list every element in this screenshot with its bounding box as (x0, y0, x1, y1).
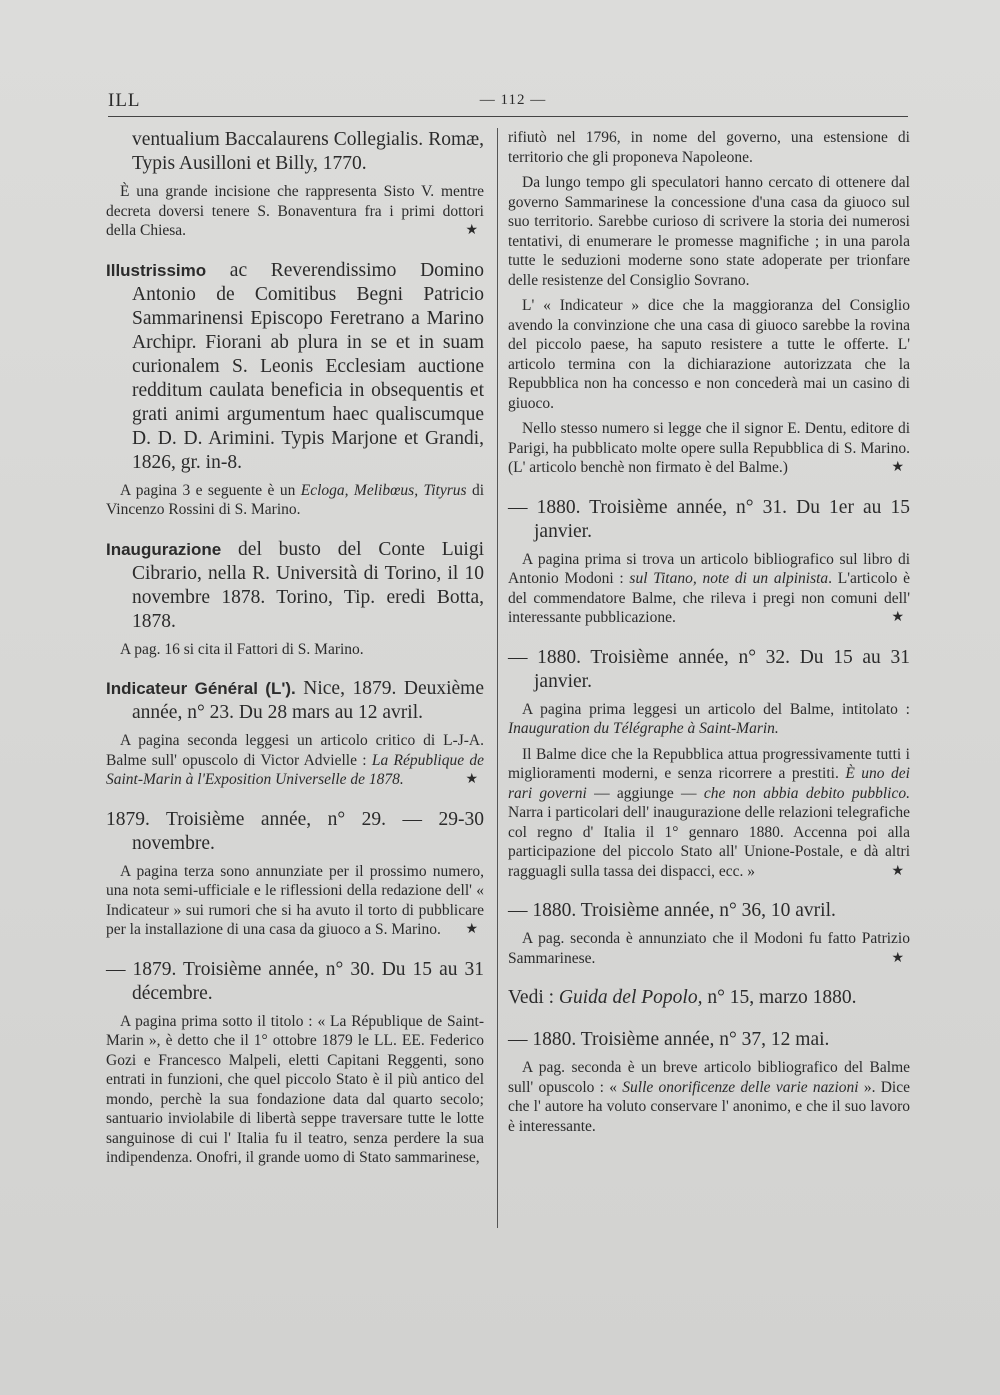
entry-1880-n36 (508, 899, 910, 968)
star-icon: ★ (465, 772, 478, 787)
entry-note: A pagina seconda leggesi un articolo critico di L-J-A. Balme sull' opuscolo di Victor Advielle : La République de Saint-Marin à l'Exposition Universelle de 1878. ★ (106, 732, 484, 788)
entry-indicateur (106, 677, 484, 790)
entry-note: Da lungo tempo gli speculatori hanno cercato di ottenere dal governo Sammarinese la concessione d'una casa da giuoco sul suo territorio. Sarebbe curioso di scrivere la storia dei numerosi tentativi, di enumerare le promesse magnifiche ; in una parola tutte le seduzioni moderne sono state adoperate per trionfare delle resistenze del Consiglio Sovrano. (508, 174, 910, 289)
entry-note: A pagina prima sotto il titolo : « La République de Saint-Marin », è detto che il 1° ottobre 1879 le LL. EE. Federico Gozi e Francesco Malpeli, eletti Capitani Reggenti, sono entrati in funzioni, che quel piccolo Stato è il più antico del mondo, perchè la sua fondazione data dal quarto secolo; santuario inviolabile di libertà seppe traversare tutte le lotte sanguinose di cui l' Italia fu il teatro, senza perdere la sua indipendenza. Onofri, il grande uomo di Stato sammarinese, (106, 1012, 484, 1166)
entry-text: Vedi : Guida del Popolo, n° 15, marzo 1880. (508, 987, 857, 1008)
entry-ventualium (106, 128, 484, 241)
right-column (508, 128, 910, 1154)
entry-1880-n37 (508, 1028, 910, 1136)
entry-note: A pagina 3 e seguente è un Ecloga, Melibœus, Tityrus di Vincenzo Rossini di S. Marino. (106, 481, 485, 518)
entry-text: — 1880. Troisième année, n° 36, 10 avril. (508, 900, 836, 921)
entry-1880-n31 (508, 496, 910, 628)
entry-continuation (508, 128, 910, 478)
running-head: ILL (108, 90, 141, 111)
entry-note: A pagina prima si trova un articolo bibliografico sul libro di Antonio Modoni : sul Titano, note di un alpinista. L'articolo è del commendatore Balme, che rileva i pregi non comuni dell' interessante pubblicazione. ★ (508, 550, 910, 626)
entry-text: Indicateur Général (L'). Nice, 1879. Deuxième année, n° 23. Du 28 mars au 12 avril. (106, 678, 484, 723)
entry-lead: Illustrissimo (106, 260, 207, 280)
entry-vedi (508, 986, 910, 1010)
entry-note: rifiutò nel 1796, in nome del governo, una estensione di territorio che gli proponeva Napoleone. (508, 129, 910, 166)
page-number: — 112 — (479, 92, 547, 108)
entry-text: 1879. Troisième année, n° 29. — 29-30 novembre. (106, 808, 484, 854)
left-column (106, 128, 484, 1186)
entry-text: ventualium Baccalaurens Collegialis. Romæ, Typis Ausilloni et Billy, 1770. (132, 129, 484, 174)
entry-1880-n32 (508, 646, 910, 882)
entry-note: Il Balme dice che la Repubblica attua progressivamente tutti i miglioramenti moderni, e senza ricorrere a prestiti. È uno dei rari governi — aggiunge — che non abbia debito pubblico. Narra i particolari dell' inaugurazione delle relazioni telegrafiche col regno d' Italia il 1° gennaro 1880. Accenna poi alla participazione del piccolo Stato all' Unione-Postale, e dà altri ragguagli sulla tassa dei dispacci, ecc. » ★ (508, 745, 910, 880)
entry-text: Inaugurazione del busto del Conte Luigi Cibrario, nella R. Università di Torino, il 10 novembre 1878. Torino, Tip. eredi Botta, 1878. (106, 538, 484, 632)
star-icon: ★ (891, 460, 904, 475)
entry-note: L' « Indicateur » dice che la maggioranza del Consiglio avendo la convinzione che una casa di giuoco sarebbe la rovina del piccolo paese, ha saputo resistere a tutte le offerte. L' articolo termina con la dichiarazione autorizzata che la Repubblica non ha concesso e non concederà mai un casino di giuoco. (508, 297, 910, 412)
entry-note: A pagina terza sono annunziate per il prossimo numero, una nota semi-ufficiale e le riflessioni della redazione dell' « Indicateur » sui rumori che si ha avuto il torto di pubblicare per la installazione di una casa da giuoco a S. Marino. ★ (106, 862, 484, 938)
column-divider (497, 128, 498, 1228)
star-icon: ★ (465, 223, 478, 238)
star-icon: ★ (891, 863, 904, 879)
entry-inaugurazione (106, 538, 484, 660)
entry-note: A pag. seconda è annunziato che il Modoni fu fatto Patrizio Sammarinese. ★ (508, 930, 910, 967)
entry-note: A pag. 16 si cita il Fattori di S. Marino. (120, 640, 364, 658)
entry-text: — 1880. Troisième année, n° 31. Du 1er au 15 janvier. (508, 496, 910, 542)
header-rule (108, 116, 908, 117)
entry-text: — 1880. Troisième année, n° 37, 12 mai. (508, 1029, 830, 1050)
entry-lead: Inaugurazione (106, 539, 222, 559)
star-icon: ★ (891, 950, 904, 966)
star-icon: ★ (891, 610, 904, 625)
entry-1879-n29 (106, 808, 484, 940)
entry-1879-n30 (106, 958, 484, 1168)
entry-text: Illustrissimo ac Reverendissimo Domino Antonio de Comitibus Begni Patricio Sammarinensi Episcopo Feretrano a Marino Archipr. Fiorani ab plura in se et in suam curionalem S. Leonis Ecclesiam auctione redditum caulata beneficia in obsequentis et grati animi argumentum haec qualiscumque D. D. D. Arimini. Typis Marjone et Grandi, 1826, gr. in-8. (106, 259, 484, 473)
entry-text: — 1879. Troisième année, n° 30. Du 15 au 31 décembre. (106, 958, 484, 1004)
entry-note: Nello stesso numero si legge che il signor E. Dentu, editore di Parigi, ha pubblicato molte opere sulla Repubblica di S. Marino. (L' articolo benchè non firmato è del Balme.) ★ (508, 420, 910, 476)
entry-note: È una grande incisione che rappresenta Sisto V. mentre decreta doversi tenere S. Bonaventura fra i primi dottori della Chiesa. ★ (106, 183, 484, 239)
star-icon: ★ (465, 922, 478, 937)
page-header (108, 90, 908, 114)
entry-note: A pagina prima leggesi un articolo del Balme, intitolato : Inauguration du Télégraphe à Saint-Marin. (508, 700, 910, 737)
entry-text: — 1880. Troisième année, n° 32. Du 15 au 31 janvier. (508, 646, 910, 692)
entry-lead: Indicateur Général (L'). (106, 679, 296, 698)
entry-illustrissimo (106, 259, 484, 520)
entry-note: A pag. seconda è un breve articolo bibliografico del Balme sull' opuscolo : « Sulle onorificenze delle varie nazioni ». Dice che l' autore ha voluto conservare l' anonimo, e che il suo lavoro è interessante. (508, 1059, 910, 1135)
